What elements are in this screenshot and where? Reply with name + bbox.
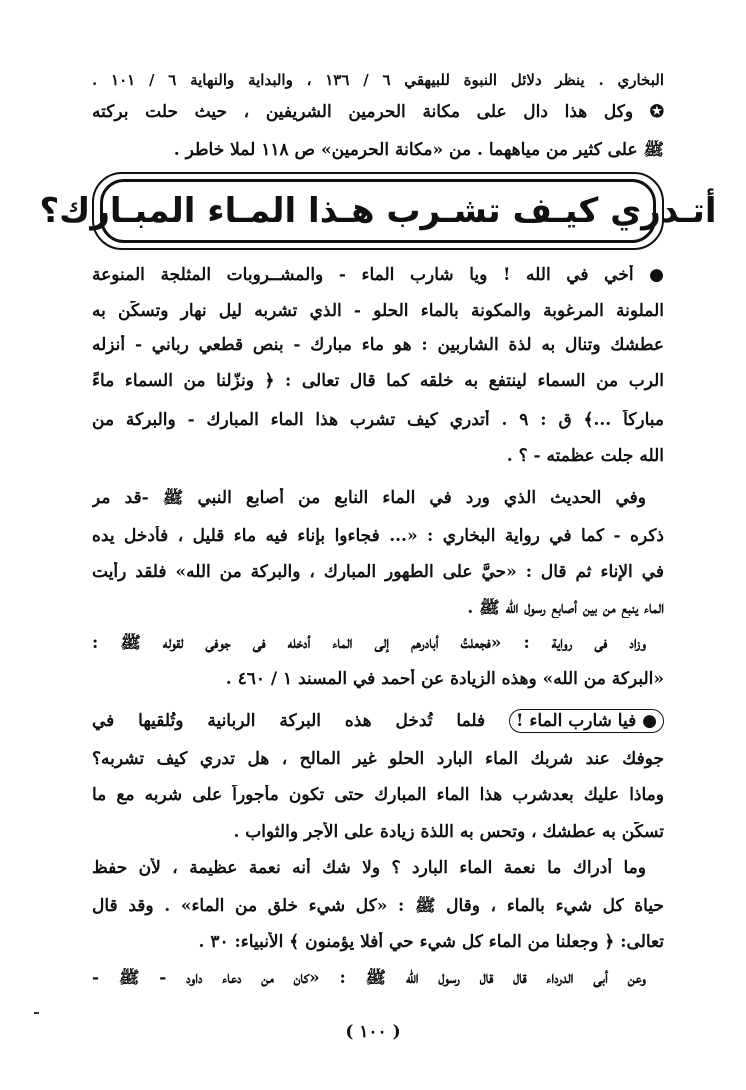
paragraph-1-line-3: عطشك وتنال به لذة الشاربين : هو ماء مبارك - بنص قطعي رباني - أنزله xyxy=(92,335,664,355)
page-title: أتـدري كيـف تشـرب هـذا المـاء المبـارك؟ xyxy=(39,191,717,231)
paragraph-2-line-3: في الإناء ثم قال : «حيَّ على الطهور المبارك ، والبركة من الله» فلقد رأيت xyxy=(92,562,664,582)
paragraph-2-line-4: الماء ينبع من بين أصابع رسول الله ﷺ . xyxy=(467,598,664,618)
paragraph-1-line-6: الله جلت عظمته - ؟ . xyxy=(506,446,664,466)
paragraph-1-line-2: الملونة المرغوبة والمكونة بالماء الحلو - الذي تشربه ليل نهار وتسكّن به xyxy=(92,301,664,321)
title-inner-frame xyxy=(39,179,717,243)
paragraph-2-line-2: ذكره - كما في رواية البخاري : «... فجاءوا بإناء فيه ماء قليل ، فأدخل يده xyxy=(92,526,664,546)
title-frame xyxy=(39,172,717,250)
paragraph-2-line-1: وفي الحديث الذي ورد في الماء النابع من أصابع النبي ﷺ -قد مر xyxy=(92,488,646,508)
footnote-line-1: البخاري . ينظر دلائل النبوة للبيهقي ٦ / ١٣٦ ، والبداية والنهاية ٦ / ١٠١ . xyxy=(92,71,664,89)
paragraph-4-line-4: تسكّن به عطشك ، وتحس به اللذة زيادة على الأجر والثواب . xyxy=(233,822,664,842)
paragraph-6-line-1: وعن أبي الدرداء قال قال رسول الله ﷺ : «كان من دعاء داود - ﷺ - xyxy=(92,968,646,988)
footnote-line-3: ﷺ على كثير من مياههما . من «مكانة الحرمين» ص ١١٨ لملا خاطر . xyxy=(173,140,664,160)
footnote-line-2: ✪ وكل هذا دال على مكانة الحرمين الشريفين ، حيث حلت بركته xyxy=(92,102,664,122)
paragraph-5-line-1: وما أدراك ما نعمة الماء البارد ؟ ولا شك أنه نعمة عظيمة ، لأن حفظ xyxy=(92,858,646,878)
paragraph-4-line-2: جوفك عند شربك الماء البارد الحلو غير المالح ، هل تدري كيف تشربه؟ xyxy=(92,749,664,769)
boxed-call-phrase: ● فيا شارب الماء ! xyxy=(509,709,664,733)
paragraph-1-line-5: مباركاً ...﴾ ق : ٩ . أتدري كيف تشرب هذا الماء المبارك - والبركة من xyxy=(92,410,664,430)
paragraph-1-line-4: الرب من السماء لينتفع به خلقه كما قال تعالى : ﴿ ونزّلنا من السماء ماءً xyxy=(92,371,664,391)
margin-mark xyxy=(34,1012,39,1014)
paragraph-4-line-3: وماذا عليك بعدشرب هذا الماء المبارك حتى تكون مأجوراً على شربه مع ما xyxy=(92,785,664,805)
paragraph-4-line-1 xyxy=(92,709,664,733)
paragraph-3-line-2: «البركة من الله» وهذه الزيادة عن أحمد في المسند ١ / ٤٦٠ . xyxy=(225,669,664,689)
paragraph-5-line-3: تعالى: ﴿ وجعلنا من الماء كل شيء حي أفلا يؤمنون ﴾ الأنبياء: ٣٠ . xyxy=(198,932,664,952)
paragraph-4-line-1-rest: فلما تُدخل هذه البركة الربانية وتُلقيها في xyxy=(92,711,486,731)
page-number: ( ١٠٠ ) xyxy=(345,1022,401,1042)
paragraph-5-line-2: حياة كل شيء بالماء ، وقال ﷺ : «كل شيء خلق من الماء» . وقد قال xyxy=(92,896,664,916)
paragraph-1-line-1: ● أخي في الله ! ويا شارب الماء - والمشــروبات المثلجة المنوعة xyxy=(92,265,664,285)
paragraph-3-line-1: وزاد في رواية : «فجعلتُ أبادرهم إلى الماء أدخله في جوفي لقوله ﷺ : xyxy=(92,633,646,653)
